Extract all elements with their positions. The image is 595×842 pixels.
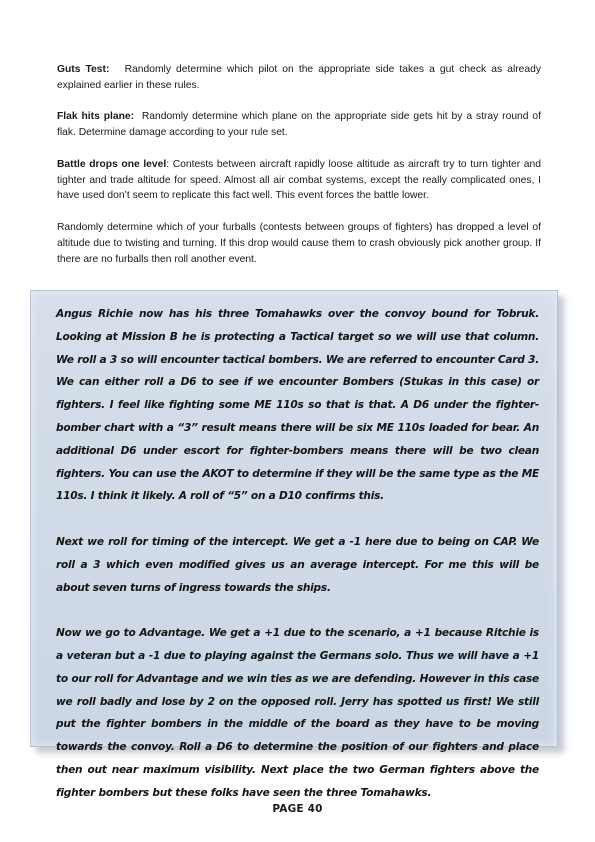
rule-text: : Contests between aircraft rapidly loose altitude as aircraft try to turn tighter and tighter and trade altitude for speed. Almost all air combat systems, except the really complicated ones, I have used don’t seem to replicate this fact well. This event forces the battle lower. [57, 158, 541, 202]
example-paragraph: Now we go to Advantage. We get a +1 due to the scenario, a +1 because Ritchie is a veteran but a -1 due to playing against the Germans solo. Thus we will have a +1 to our roll for Advantage and we win ties as we are defending. However in this case we roll badly and lose by 2 on the opposed roll. Jerry has spotted us first! We still put the fighter bombers in the middle of the board as they have to be moving towards the convoy. Roll a D6 to determine the position of our fighters and place then out near maximum visibility. Next place the two German fighters above the fighter bombers but these folks have seen the three Tomahawks. [56, 627, 539, 799]
rule-text: Randomly determine which pilot on the appropriate side takes a gut check as already explained earlier in these rules. [57, 64, 541, 91]
example-paragraph: Next we roll for timing of the intercept. We get a -1 here due to being on CAP. We roll a 3 which even modified gives us an average intercept. For me this will be about seven turns of ingress towards the ships. [56, 535, 539, 594]
example-callout-box [30, 290, 558, 799]
rule-guts-test [57, 62, 541, 94]
rule-battle-drops-one-level [57, 157, 541, 204]
example-paragraph: Angus Richie now has his three Tomahawks over the convoy bound for Tobruk. Looking at Mission B he is protecting a Tactical target so we will use that column. We roll a 3 so will encounter tactical bombers. We are referred to encounter Card 3. We can either roll a D6 to see if we encounter Bombers (Stukas in this case) or fighters. I feel like fighting some ME 110s so that is that. A D6 under the fighter-bomber chart with a “3” result means there will be six ME 110s loaded for bear. An additional D6 under escort for fighter-bombers means there will be two clean fighters. You can use the AKOT to determine if they will be the same type as the ME 110s. I think it likely. A roll of “5” on a D10 confirms this. [56, 308, 539, 503]
rule-term: Flak hits plane: [57, 111, 135, 123]
rule-note-furballs: Randomly determine which of your furballs (contests between groups of fighters) has dropped a level of altitude due to twisting and turning. If this drop would cause them to crash obviously pick another group. If there are no furballs then roll another event. [57, 221, 541, 265]
rule-term: Guts Test: [57, 64, 110, 75]
page-number: PAGE 40 [272, 803, 323, 815]
rules-section [57, 62, 541, 283]
rule-term: Battle drops one level [57, 158, 167, 170]
rule-text: Randomly determine which plane on the appropriate side gets hit by a stray round of flak. Determine damage according to your rule set. [57, 111, 541, 139]
rule-flak-hits-plane [57, 109, 541, 141]
